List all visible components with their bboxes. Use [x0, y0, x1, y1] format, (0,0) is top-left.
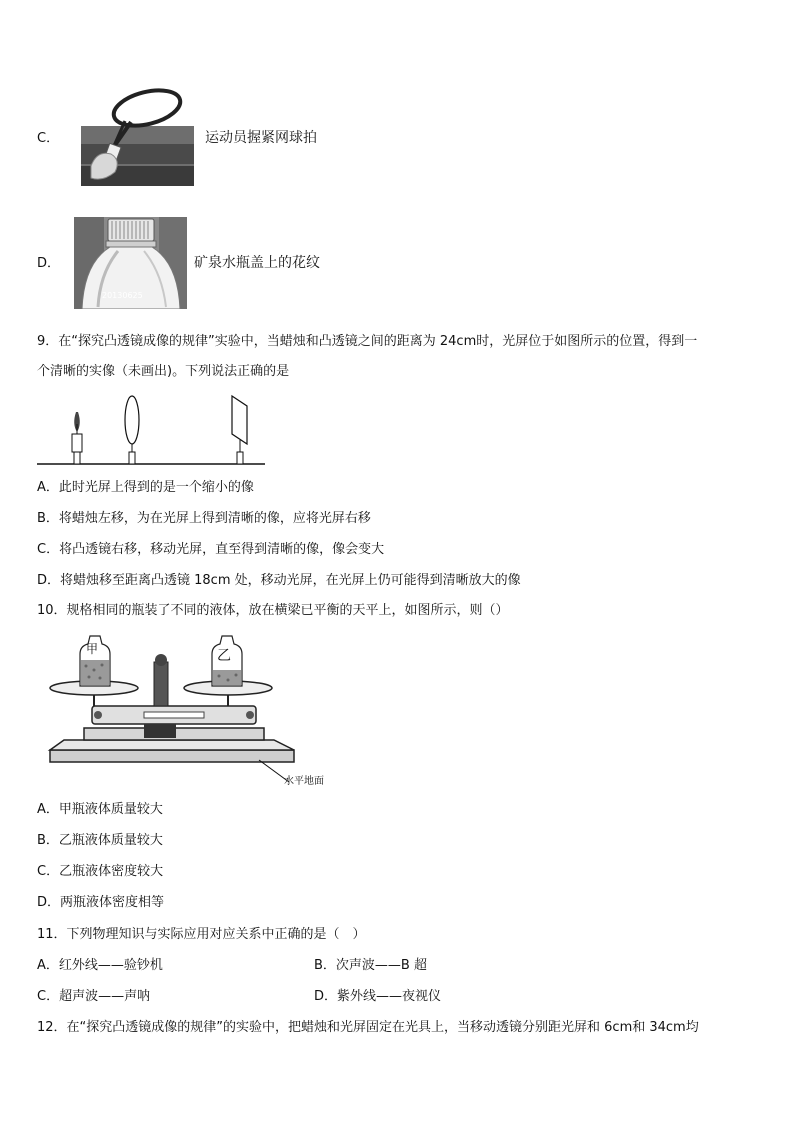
- q9-option-d: D．将蜡烛移至距离凸透镜 18cm 处，移动光屏，在光屏上仍可能得到清晰放大的像: [37, 573, 521, 588]
- option-d-letter: D．: [37, 256, 61, 271]
- option-c-text: 运动员握紧网球拍: [205, 130, 317, 146]
- q11-option-b: B．次声波——B 超: [314, 958, 427, 973]
- q10-option-c: C．乙瓶液体密度较大: [37, 864, 164, 879]
- water-bottle-cap-photo: [74, 217, 187, 309]
- light-screen-icon: [232, 396, 247, 464]
- q11-option-d: D．紫外线——夜视仪: [314, 989, 442, 1004]
- balance-scale-figure: [44, 632, 344, 792]
- option-d-text: 矿泉水瓶盖上的花纹: [194, 255, 320, 271]
- candle-icon: [72, 412, 82, 464]
- q11-option-c: C．超声波——声呐: [37, 989, 151, 1004]
- q9-option-c: C．将凸透镜右移，移动光屏，直至得到清晰的像，像会变大: [37, 542, 385, 557]
- bottle-label-yi: 乙: [217, 648, 231, 664]
- convex-lens-icon: [125, 396, 139, 464]
- q9-stem-line2: 个清晰的实像（未画出)。下列说法正确的是: [37, 364, 290, 379]
- q9-option-a: A．此时光屏上得到的是一个缩小的像: [37, 480, 254, 495]
- option-c-letter: C．: [37, 131, 60, 146]
- q9-stem-line1: 9．在“探究凸透镜成像的规律”实验中，当蜡烛和凸透镜之间的距离为 24cm时，光屏位于如图所示的位置，得到一: [37, 334, 698, 349]
- optical-bench-figure: [37, 394, 267, 466]
- tennis-racket-photo: [81, 88, 194, 186]
- q11-option-a: A．红外线——验钞机: [37, 958, 163, 973]
- q10-option-d: D．两瓶液体密度相等: [37, 895, 165, 910]
- q10-option-b: B．乙瓶液体质量较大: [37, 833, 163, 848]
- photo-date-stamp: 20130625: [102, 291, 143, 300]
- q10-option-a: A．甲瓶液体质量较大: [37, 802, 163, 817]
- q9-option-b: B．将蜡烛左移，为在光屏上得到清晰的像，应将光屏右移: [37, 511, 371, 526]
- q11-stem: 11．下列物理知识与实际应用对应关系中正确的是（ ）: [37, 927, 366, 942]
- q10-stem: 10．规格相同的瓶装了不同的液体，放在横梁已平衡的天平上，如图所示，则（）: [37, 603, 509, 618]
- bottle-label-jia: 甲: [86, 642, 99, 656]
- q12-stem-line1: 12．在“探究凸透镜成像的规律”的实验中，把蜡烛和光屏固定在光具上，当移动透镜分别距光屏和 6cm和 34cm均: [37, 1020, 699, 1035]
- ground-label: 水平地面: [284, 776, 324, 787]
